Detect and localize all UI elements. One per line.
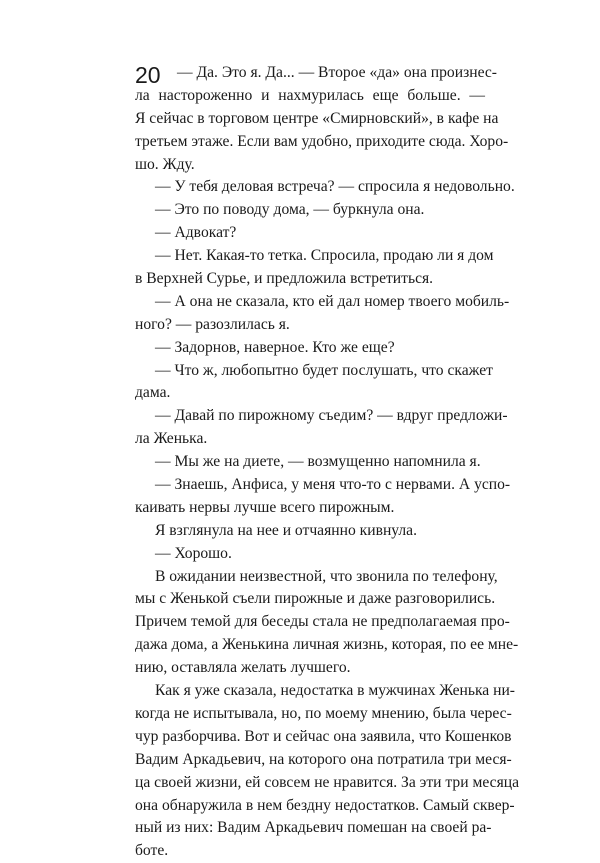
text-line: Как я уже сказала, недостатка в мужчинах Женька ни-	[155, 682, 515, 700]
text-line: Причем темой для беседы стала не предполагаемая про-	[135, 613, 510, 631]
text-line: — Что ж, любопытно будет послушать, что скажет	[155, 361, 493, 379]
text-line: когда не испытывала, но, по моему мнению, была черес-	[135, 704, 512, 722]
text-line: боте.	[135, 842, 169, 860]
text-line: В ожидании неизвестной, что звонила по телефону,	[155, 567, 498, 585]
text-line: Вадим Аркадьевич, на которого она потратила три меся-	[135, 750, 512, 768]
text-line: третьем этаже. Если вам удобно, приходите сюда. Хоро-	[135, 132, 509, 150]
text-line: она обнаружила в нем бездну недостатков. Самый сквер-	[135, 796, 515, 814]
text-line: Я сейчас в торговом центре «Смирновский», в кафе на	[135, 109, 499, 127]
text-line: дама.	[135, 384, 171, 402]
text-line: Я взглянула на нее и отчаянно кивнула.	[155, 521, 418, 539]
text-line: — Знаешь, Анфиса, у меня что-то с нервами. А успо-	[155, 476, 511, 494]
text-line: — Давай по пирожному съедим? — вдруг предложи-	[155, 407, 508, 425]
text-line: ного? — разозлилась я.	[135, 315, 290, 333]
text-line: — У тебя деловая встреча? — спросила я недовольно.	[155, 178, 515, 196]
text-line: шо. Жду.	[135, 155, 195, 173]
text-line: ный из них: Вадим Аркадьевич помешан на своей ра-	[135, 819, 492, 837]
text-line: — Хорошо.	[155, 544, 232, 562]
text-line: каивать нервы лучше всего пирожным.	[135, 498, 395, 516]
text-line: — Задорнов, наверное. Кто же еще?	[155, 338, 395, 356]
text-line: — Да. Это я. Да... — Второе «да» она произнес-	[177, 64, 497, 81]
text-line: чур разборчива. Вот и сейчас она заявила, что Кошенков	[135, 727, 512, 745]
text-line: дажа дома, а Женькина личная жизнь, которая, по ее мне-	[135, 636, 519, 654]
text-line: нию, оставляла желать лучшего.	[135, 659, 351, 677]
page-text	[135, 62, 520, 863]
text-line: — Это по поводу дома, — буркнула она.	[155, 201, 425, 219]
text-line: ла Женька.	[135, 430, 208, 448]
text-line: — Нет. Какая-то тетка. Спросила, продаю ли я дом	[155, 247, 494, 265]
text-line: — Мы же на диете, — возмущенно напомнила я.	[155, 453, 481, 471]
text-line: ца своей жизни, ей совсем не нравится. За эти три месяца	[135, 773, 520, 791]
page-number: 20	[135, 62, 161, 88]
text-line: — Адвокат?	[155, 224, 237, 242]
text-line: — А она не сказала, кто ей дал номер твоего мобиль-	[155, 292, 510, 310]
text-line: в Верхней Сурье, и предложила встретиться.	[135, 270, 434, 288]
text-line: мы с Женькой съели пирожные и даже разговорились.	[135, 590, 496, 608]
text-line: ла настороженно и нахмурилась еще больше. —	[135, 86, 485, 104]
